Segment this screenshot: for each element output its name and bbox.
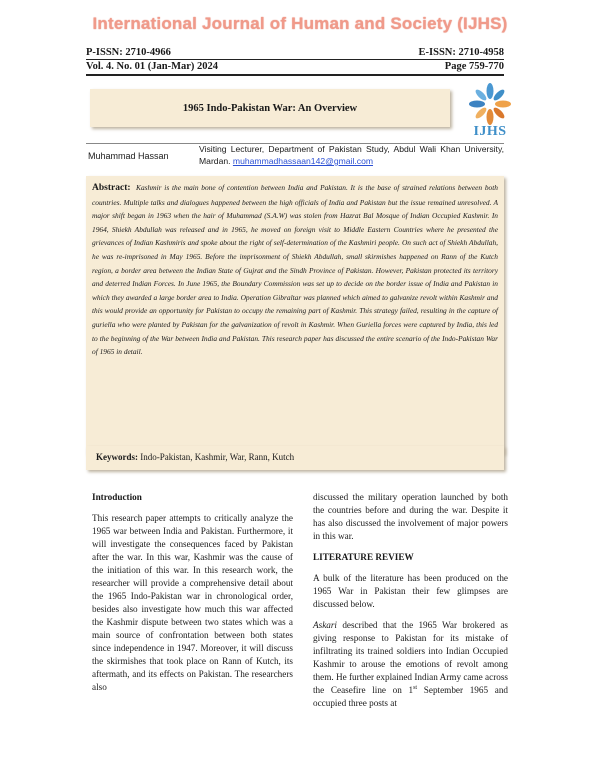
logo-graphic-icon	[460, 80, 520, 126]
article-title: 1965 Indo-Pakistan War: An Overview	[182, 102, 358, 114]
introduction-paragraph: This research paper attempts to critically analyze the 1965 war between India and Pakistan. Furthermore, it will investigate the consequences faced by Pakistan after the war. In this war, Kashmir was the cause of the initiation of this war. In this research work, the researcher will provide a comprehensive detail about the 1965 Indo-Pakistan war in chronological order, besides also investigate how much this war affected the Kashmir dispute between two states which was a main source of confrontation between both states since independence in 1947. Moreover, it will discuss the skirmishes that took place on Rann of Kutch, its aftermath, and its effects on Pakistan. The researchers also	[92, 513, 293, 692]
affiliation-text: Visiting Lecturer, Department of Pakistan Study, Abdul Wali Khan University, Mardan.	[199, 144, 504, 166]
keywords-text: Indo-Pakistan, Kashmir, War, Rann, Kutch	[140, 452, 295, 462]
header-divider-bottom	[86, 74, 504, 76]
logo-text: IJHS	[473, 124, 507, 139]
abstract-body: Kashmir is the main bone of contention between India and Pakistan. It is the base of strained relations between both countries. Multiple talks and dialogues happened between the high officials of India and Pakistan but the issue remained unresolved. A major shift began in 1963 when the hair of Muhammad (S.A.W) was stolen from Hazrat Bal Mosque of Indian Occupied Kashmir. In 1964, Shiekh Abdullah was released and in 1965, he moved on foreign visit to Middle Eastern Countries where he presented the grievances of Indian Kashmiris and spoke about the right of self-determination of the Kashmiri people. On such act of Shiekh Abdullah, he was re-imprisoned in May 1965. Before the imprisonment of Shiekh Abdullah, small skirmishes happened on Rann of the Kutch region, a border area between the Indian State of Gujrat and the Sindh Province of Pakistan. However, Pakistan protected its territory and deterred Indian Forces. In June 1965, the Boundary Commission was set up to decide on the border issue of India and Pakistan in which they awarded a large border area to India. Operation Gibraltar was planned which aimed to galvanize revolt within Kashmir and this would provide an opportunity for Pakistan to occupy the remaining part of Kashmir. This strategy failed, resulting in the capture of guriella who were planted by Pakistan for the galvanization of revolt in Kashmir. When Guriella forces were captured by India, this led to the beginning of the War between India and Pakistan. This research paper has discussed the entire scenario of the Indo-Pakistan War of 1965 in detail.	[92, 183, 498, 357]
abstract-label: Abstract:	[92, 183, 131, 193]
introduction-heading: Introduction	[92, 492, 142, 502]
journal-title: International Journal of Human and Society (IJHS)	[92, 14, 508, 33]
intro-continuation: discussed the military operation launched by both the countries before and during the war. Despite it has also discussed the involvement of major powers in this war.	[313, 492, 508, 541]
author-email-link[interactable]: muhammadhassaan142@gmail.com	[232, 156, 374, 166]
page-range: Page 759-770	[444, 61, 504, 72]
lit-p2-end: September 1965 and occupied three posts at	[313, 685, 509, 708]
ordinal-suffix: st	[413, 684, 418, 691]
article-title-box	[90, 89, 450, 127]
journal-logo	[460, 80, 520, 142]
author-affiliation	[199, 143, 504, 167]
volume-info: Vol. 4. No. 01 (Jan-Mar) 2024	[86, 61, 219, 72]
cited-author: Askari	[313, 620, 337, 630]
lit-p2-text: described that the 1965 War brokered as giving response to Pakistan for its mistake of infiltrating its trained soldiers into Indian Occupied Kashmir to arouse the emotions of revolt among them. He further explained Indian Army came across the Ceasefire line on 1	[313, 620, 508, 695]
e-issn: E-ISSN: 2710-4958	[418, 47, 504, 58]
abstract-text	[92, 181, 498, 359]
author-row	[86, 143, 504, 174]
body-column-left	[92, 491, 293, 694]
author-name: Muhammad Hassan	[88, 151, 169, 161]
header-divider-top	[86, 59, 504, 60]
literature-paragraph-1: A bulk of the literature has been produced on the 1965 War in Pakistan their few glimpses are discussed below.	[313, 573, 508, 609]
keywords-box	[86, 446, 504, 470]
p-issn: P-ISSN: 2710-4966	[86, 47, 171, 58]
keywords-label: Keywords:	[96, 452, 138, 462]
body-column-right	[313, 491, 508, 710]
literature-review-heading: LITERATURE REVIEW	[313, 552, 414, 562]
keywords	[96, 452, 294, 462]
abstract-box	[86, 176, 504, 454]
literature-paragraph-2	[313, 619, 508, 710]
